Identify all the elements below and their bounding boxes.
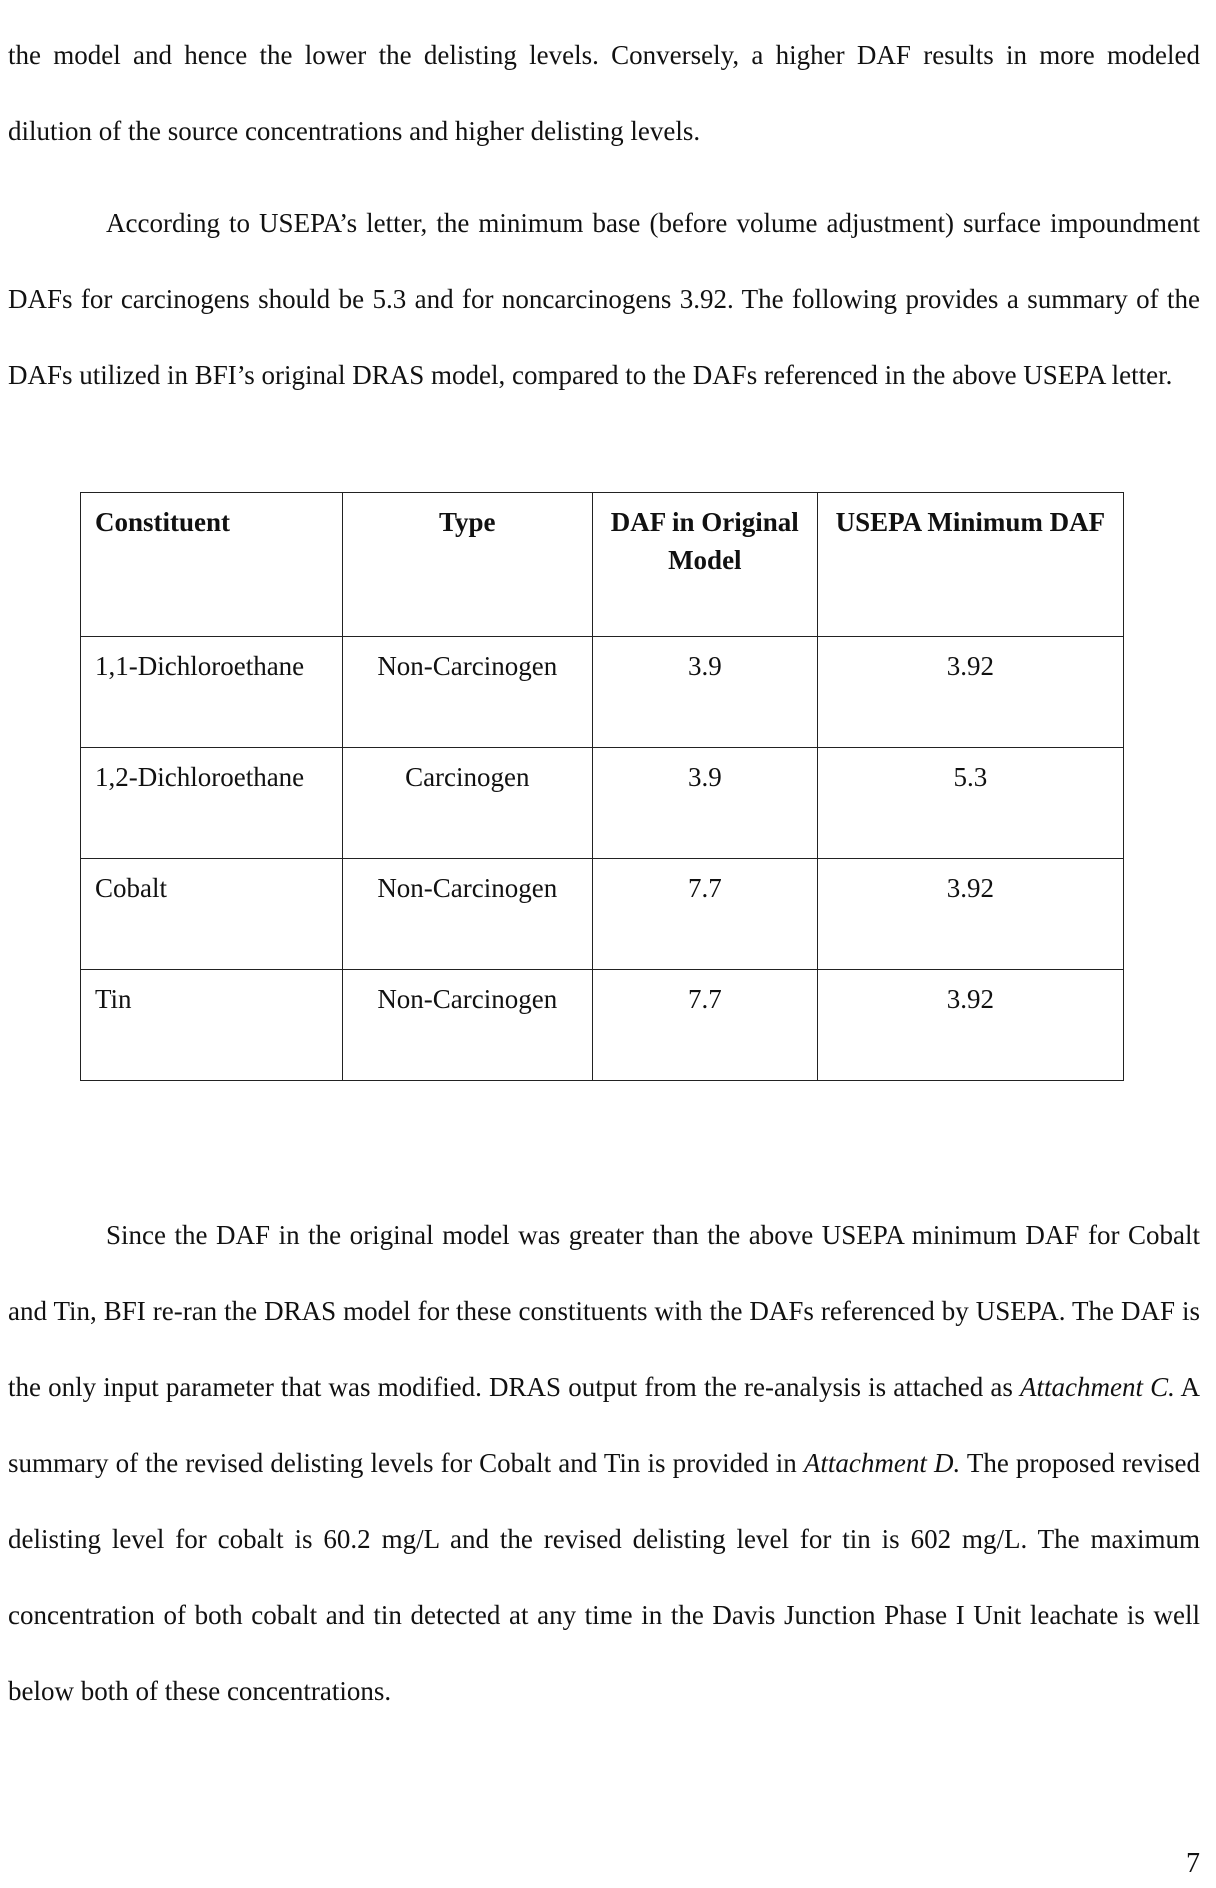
- reanalysis-text-b: A summary of the revised delisting levels for Cobalt and Tin is provided in: [8, 1372, 1200, 1478]
- cell-constituent: 1,1-Dichloroethane: [81, 637, 343, 748]
- cell-type: Carcinogen: [342, 748, 592, 859]
- cell-daf-original: 3.9: [592, 748, 817, 859]
- cell-daf-original: 7.7: [592, 970, 817, 1081]
- usepa-letter-paragraph: According to USEPA’s letter, the minimum base (before volume adjustment) surface impoundment DAFs for carcinogens should be 5.3 and for noncarcinogens 3.92. The following provides a summary of the DAFs utilized in BFI’s original DRAS model, compared to the DAFs referenced in the above USEPA letter.: [8, 208, 1200, 390]
- header-type: Type: [342, 493, 592, 637]
- header-constituent: Constituent: [81, 493, 343, 637]
- cell-type: Non-Carcinogen: [342, 970, 592, 1081]
- cell-usepa-minimum: 3.92: [817, 970, 1123, 1081]
- daf-comparison-table: [80, 492, 1124, 1081]
- header-daf-original: DAF in Original Model: [592, 493, 817, 637]
- cell-constituent: Cobalt: [81, 859, 343, 970]
- table-row: [81, 748, 1124, 859]
- cell-type: Non-Carcinogen: [342, 637, 592, 748]
- page-number: 7: [1186, 1848, 1200, 1879]
- cell-daf-original: 7.7: [592, 859, 817, 970]
- cell-usepa-minimum: 3.92: [817, 637, 1123, 748]
- reanalysis-paragraph: [8, 1197, 1200, 1729]
- cell-constituent: 1,2-Dichloroethane: [81, 748, 343, 859]
- attachment-c-reference: Attachment C.: [1019, 1372, 1175, 1402]
- table-row: [81, 970, 1124, 1081]
- intro-paragraph: the model and hence the lower the delisting levels. Conversely, a higher DAF results in more modeled dilution of the source concentrations and higher delisting levels.: [8, 40, 1200, 146]
- table-row: [81, 637, 1124, 748]
- table-header-row: [81, 493, 1124, 637]
- cell-constituent: Tin: [81, 970, 343, 1081]
- reanalysis-text-a: Since the DAF in the original model was greater than the above USEPA minimum DAF for Cobalt and Tin, BFI re-ran the DRAS model for these constituents with the DAFs referenced by USEPA. The DAF is the only input parameter that was modified. DRAS output from the re-analysis is attached as: [8, 1220, 1200, 1402]
- cell-usepa-minimum: 5.3: [817, 748, 1123, 859]
- attachment-d-reference: Attachment D.: [803, 1448, 961, 1478]
- cell-daf-original: 3.9: [592, 637, 817, 748]
- cell-type: Non-Carcinogen: [342, 859, 592, 970]
- table-row: [81, 859, 1124, 970]
- header-usepa-minimum: USEPA Minimum DAF: [817, 493, 1123, 637]
- cell-usepa-minimum: 3.92: [817, 859, 1123, 970]
- reanalysis-text-c: The proposed revised delisting level for cobalt is 60.2 mg/L and the revised delisting level for tin is 602 mg/L. The maximum concentration of both cobalt and tin detected at any time in the Davis Junction Phase I Unit leachate is well below both of these concentrations.: [8, 1448, 1200, 1706]
